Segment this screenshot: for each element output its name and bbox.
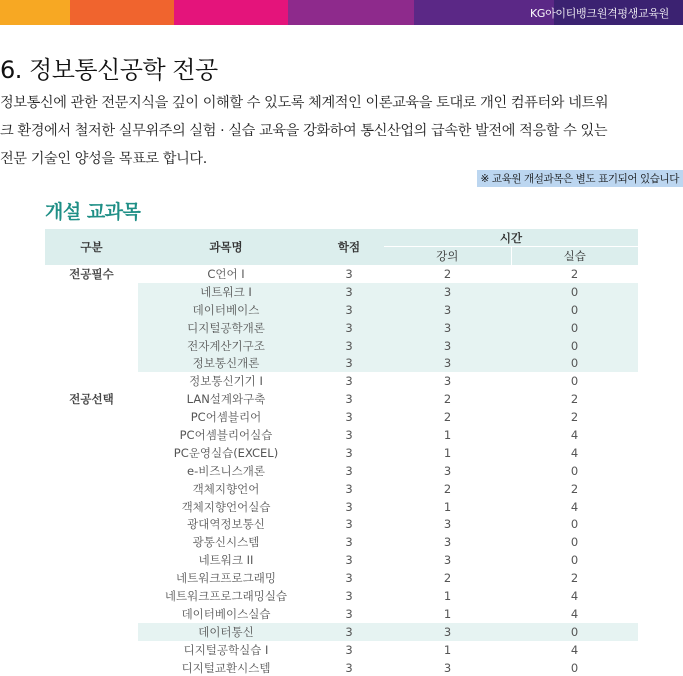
cell-practice: 2 xyxy=(570,266,579,281)
cell-category xyxy=(45,354,138,372)
cell-practice: 2 xyxy=(570,481,579,496)
cell-practice: 0 xyxy=(570,660,579,675)
header-course: 과목명 xyxy=(138,229,314,265)
course-table xyxy=(45,229,638,676)
table-row xyxy=(45,283,638,301)
cell-practice: 2 xyxy=(570,571,579,586)
cell-practice: 0 xyxy=(511,354,638,372)
cell-lecture: 3 xyxy=(384,283,511,301)
intro-paragraph xyxy=(0,89,683,173)
cell-category xyxy=(45,462,138,480)
cell-credit: 3 xyxy=(345,481,353,496)
cell-lecture: 3 xyxy=(443,660,452,675)
cell-practice: 4 xyxy=(570,588,579,603)
cell-credit: 3 xyxy=(345,499,353,514)
cell-credit: 3 xyxy=(345,553,353,568)
cell-practice: 0 xyxy=(570,553,579,568)
cell-lecture: 3 xyxy=(384,337,511,355)
cell-category xyxy=(45,515,138,533)
cell-credit: 3 xyxy=(345,463,353,478)
cell-credit: 3 xyxy=(314,283,384,301)
table-row xyxy=(45,659,638,676)
cell-course: 네트워크 II xyxy=(198,553,254,568)
cell-credit: 3 xyxy=(345,410,353,425)
table-row xyxy=(45,533,638,551)
header-credit: 학점 xyxy=(314,229,384,265)
cell-credit: 3 xyxy=(345,660,353,675)
table-row xyxy=(45,498,638,516)
cell-lecture: 3 xyxy=(443,463,452,478)
table-row xyxy=(45,462,638,480)
cell-category xyxy=(45,533,138,551)
cell-lecture: 3 xyxy=(384,301,511,319)
course-note: ※ 교육원 개설과목은 별도 표기되어 있습니다 xyxy=(477,170,683,187)
table-row xyxy=(45,623,638,641)
table-row xyxy=(45,480,638,498)
cell-practice: 0 xyxy=(570,535,579,550)
cell-practice: 0 xyxy=(570,517,579,532)
cell-category xyxy=(45,569,138,587)
cell-lecture: 1 xyxy=(443,606,452,621)
table-row xyxy=(45,319,638,337)
cell-category xyxy=(45,641,138,659)
cell-credit: 3 xyxy=(314,354,384,372)
cell-category xyxy=(45,480,138,498)
table-row xyxy=(45,301,638,319)
cell-practice: 0 xyxy=(511,337,638,355)
cell-lecture: 1 xyxy=(443,445,452,460)
cell-lecture: 3 xyxy=(443,553,452,568)
cell-lecture: 1 xyxy=(443,642,452,657)
cell-lecture: 3 xyxy=(443,535,452,550)
cell-lecture: 3 xyxy=(384,623,511,641)
cell-lecture: 2 xyxy=(443,392,452,407)
cell-practice: 0 xyxy=(570,374,579,389)
cell-course: 디지털공학실습 I xyxy=(183,642,269,657)
table-row xyxy=(45,641,638,659)
cell-practice: 4 xyxy=(570,445,579,460)
cell-category xyxy=(45,426,138,444)
table-row xyxy=(45,372,638,390)
cell-credit: 3 xyxy=(345,535,353,550)
cell-category xyxy=(45,372,138,390)
cell-course: 디지털공학개론 xyxy=(138,319,314,337)
cell-course: 데이터베이스 xyxy=(138,301,314,319)
table-row xyxy=(45,515,638,533)
cell-lecture: 3 xyxy=(384,319,511,337)
cell-practice: 4 xyxy=(570,427,579,442)
cell-credit: 3 xyxy=(345,606,353,621)
cell-course: 광대역정보통신 xyxy=(187,517,265,532)
cell-category xyxy=(45,623,138,641)
table-row xyxy=(45,551,638,569)
cell-course: 데이터베이스실습 xyxy=(181,606,271,621)
cell-practice: 0 xyxy=(511,301,638,319)
cell-course: 정보통신개론 xyxy=(138,354,314,372)
intro-line: 크 환경에서 철저한 실무위주의 실험 · 실습 교육을 강화하여 통신산업의 급속한 발전에 적응할 수 있는 xyxy=(0,123,608,139)
course-table-body xyxy=(45,265,638,676)
cell-category xyxy=(45,605,138,623)
cell-practice: 0 xyxy=(511,623,638,641)
cell-category xyxy=(45,301,138,319)
brand-bar-segment xyxy=(0,0,70,25)
cell-practice: 4 xyxy=(570,606,579,621)
cell-credit: 3 xyxy=(345,588,353,603)
cell-lecture: 1 xyxy=(443,499,452,514)
cell-category xyxy=(45,408,138,426)
cell-course: e-비즈니스개론 xyxy=(187,463,265,478)
brand-name: KG아이티뱅크원격평생교육원 xyxy=(529,7,669,20)
cell-course: PC어셈블리어실습 xyxy=(179,427,273,442)
table-row xyxy=(45,605,638,623)
header-lecture: 강의 xyxy=(384,247,511,266)
cell-credit: 3 xyxy=(314,337,384,355)
cell-practice: 0 xyxy=(570,463,579,478)
cell-practice: 2 xyxy=(570,392,579,407)
intro-line: 전문 기술인 양성을 목표로 합니다. xyxy=(0,151,207,167)
cell-practice: 2 xyxy=(570,410,579,425)
cell-course: 데이터통신 xyxy=(138,623,314,641)
cell-category xyxy=(45,319,138,337)
cell-credit: 3 xyxy=(345,642,353,657)
cell-credit: 3 xyxy=(314,623,384,641)
cell-lecture: 2 xyxy=(443,410,452,425)
section-title: 개설 교과목 xyxy=(45,201,141,223)
cell-lecture: 3 xyxy=(443,374,452,389)
cell-category xyxy=(45,498,138,516)
cell-credit: 3 xyxy=(345,517,353,532)
cell-course: 전자계산기구조 xyxy=(138,337,314,355)
brand-bar-segment xyxy=(70,0,174,25)
cell-course: 디지털교환시스템 xyxy=(181,660,271,675)
cell-lecture: 3 xyxy=(384,354,511,372)
header-category: 구분 xyxy=(45,229,138,265)
cell-course: LAN설계와구축 xyxy=(186,392,266,407)
cell-lecture: 3 xyxy=(443,517,452,532)
cell-course: 정보통신기기 I xyxy=(189,374,263,389)
cell-course: 객체지향언어 xyxy=(192,481,260,496)
cell-lecture: 2 xyxy=(443,481,452,496)
table-row xyxy=(45,390,638,408)
cell-course: 네트워크프로그래밍실습 xyxy=(164,588,288,603)
cell-credit: 3 xyxy=(345,445,353,460)
table-row xyxy=(45,426,638,444)
intro-line: 정보통신에 관한 전문지식을 깊이 이해할 수 있도록 체계적인 이론교육을 토대로 개인 컴퓨터와 네트워 xyxy=(0,95,609,111)
cell-category xyxy=(45,551,138,569)
cell-course: PC어셈블리어 xyxy=(190,410,262,425)
cell-course: 광통신시스템 xyxy=(192,535,260,550)
cell-lecture: 2 xyxy=(443,266,452,281)
page-heading: 6. 정보통신공학 전공 xyxy=(0,56,218,84)
cell-practice: 0 xyxy=(511,283,638,301)
cell-category: 전공선택 xyxy=(45,390,138,408)
table-row xyxy=(45,337,638,355)
cell-credit: 3 xyxy=(345,571,353,586)
cell-category xyxy=(45,659,138,676)
cell-credit: 3 xyxy=(345,427,353,442)
cell-course: 네트워크프로그래밍 xyxy=(176,571,276,586)
cell-credit: 3 xyxy=(345,374,353,389)
cell-credit: 3 xyxy=(345,266,353,281)
cell-course: 객체지향언어실습 xyxy=(181,499,271,514)
cell-practice: 4 xyxy=(570,499,579,514)
table-row xyxy=(45,587,638,605)
cell-practice: 0 xyxy=(511,319,638,337)
cell-category xyxy=(45,337,138,355)
table-row xyxy=(45,444,638,462)
header-time: 시간 xyxy=(384,229,638,247)
brand-color-bar xyxy=(0,0,683,25)
cell-lecture: 2 xyxy=(443,571,452,586)
cell-category xyxy=(45,283,138,301)
cell-credit: 3 xyxy=(314,319,384,337)
cell-course: 네트워크 I xyxy=(138,283,314,301)
cell-practice: 4 xyxy=(570,642,579,657)
table-row xyxy=(45,265,638,283)
cell-credit: 3 xyxy=(314,301,384,319)
cell-category: 전공필수 xyxy=(45,265,138,283)
cell-category xyxy=(45,444,138,462)
cell-lecture: 1 xyxy=(443,427,452,442)
cell-lecture: 1 xyxy=(443,588,452,603)
table-row xyxy=(45,569,638,587)
cell-credit: 3 xyxy=(345,392,353,407)
cell-course: C언어 I xyxy=(207,266,245,281)
table-row xyxy=(45,408,638,426)
cell-course: PC운영실습(EXCEL) xyxy=(173,445,279,460)
cell-category xyxy=(45,587,138,605)
table-row xyxy=(45,354,638,372)
brand-bar-segment xyxy=(174,0,288,25)
header-practice: 실습 xyxy=(511,247,638,266)
brand-bar-segment xyxy=(288,0,414,25)
